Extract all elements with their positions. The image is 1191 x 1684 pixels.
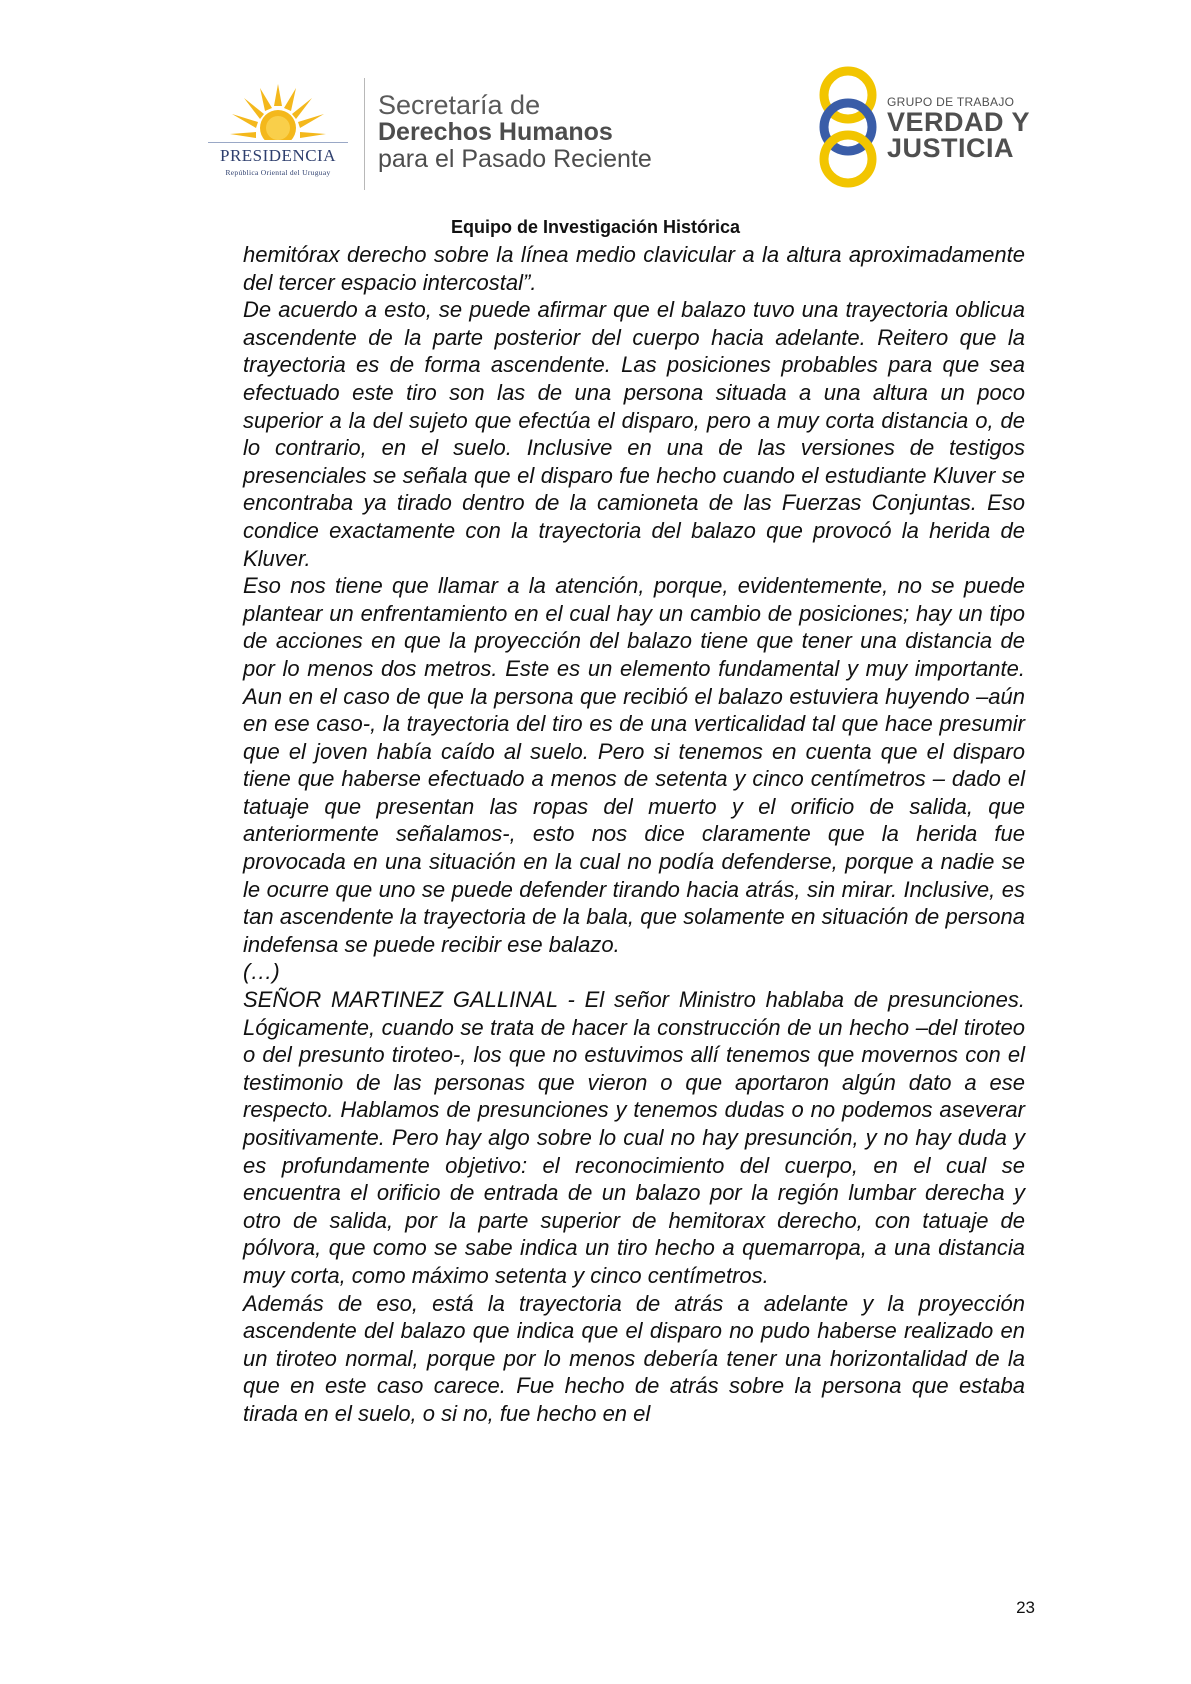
page-number: 23 [1016,1598,1035,1617]
header-divider [364,78,365,190]
presidencia-rule [208,142,348,143]
paragraph: (…) [243,959,280,985]
presidencia-logo [198,80,358,190]
paragraph: Eso nos tiene que llamar a la atención, porque, evidentemente, no se puede plantear un enfrentamiento en el cual hay un cambio de posiciones; hay un tipo de acciones en que la proyección del balazo tiene que tener una distancia de por lo menos dos metros. Este es un elemento fundamental y muy importante. Aun en el caso de que la persona que recibió el balazo estuviera huyendo –aún en ese caso-, la trayectoria del tiro es de una verticalidad tal que hace presumir que el joven había caído al suelo. Pero si tenemos en cuenta que el disparo tiene que haberse efectuado a menos de setenta y cinco centímetros – dado el tatuaje que presentan las ropas del muerto y el orificio de salida, que anteriormente señalamos-, esto nos dice claramente que la herida fue provocada en una situación en la cual no podía defenderse, porque a nadie se le ocurre que uno se puede defender tirando hacia atrás, sin mirar. Inclusive, es tan ascendente la trayectoria de la bala, que solamente en situación de persona indefensa se puede recibir ese balazo. [243,573,1025,957]
verdad-justicia-text [887,95,1030,161]
secretaria-line-3: para el Pasado Reciente [378,145,652,173]
justicia-label: JUSTICIA [887,133,1015,163]
paragraph: Además de eso, está la trayectoria de atrás a adelante y la proyección ascendente del balazo que indica que el disparo no pudo haberse realizado en un tiroteo normal, porque por lo menos debería tener una horizontalidad de la que en este caso carece. Fue hecho de atrás sobre la persona que estaba tirada en el suelo, o si no, fue hecho en el [243,1290,1025,1426]
secretaria-title [378,92,652,173]
page-header [0,0,1191,205]
paragraph: hemitórax derecho sobre la línea medio clavicular a la altura aproximadamente del tercer espacio intercostal”. [243,242,1025,295]
grupo-label: GRUPO DE TRABAJO [887,95,1015,109]
sun-icon [230,84,326,146]
secretaria-line-1: Secretaría de [378,90,541,120]
secretaria-line-2: Derechos Humanos [378,118,613,146]
paragraph: De acuerdo a esto, se puede afirmar que el balazo tuvo una trayectoria oblicua ascendente de la parte posterior del cuerpo hacia adelante. Reitero que la trayectoria es de forma ascendente. Las posiciones probables para que sea efectuado este tiro son las de una persona situada a una altura un poco superior a la del sujeto que efectúa el disparo, pero a muy corta distancia o, de lo contrario, en el suelo. Inclusive en una de las versiones de testigos presenciales se señala que el disparo fue hecho cuando el estudiante Kluver se encontraba ya tirado dentro de la camioneta de las Fuerzas Conjuntas. Eso condice exactamente con la trayectoria del balazo que provocó la herida de Kluver. [243,297,1025,571]
document-body [243,241,1025,1428]
verdad-justicia-logo [815,65,1035,190]
rings-icon [815,65,885,190]
verdad-label: VERDAD Y [887,107,1031,137]
presidencia-subtitle: República Oriental del Uruguay [225,168,331,177]
team-title: Equipo de Investigación Histórica [450,217,741,237]
presidencia-name: PRESIDENCIA [219,146,336,165]
paragraph: SEÑOR MARTINEZ GALLINAL - El señor Ministro hablaba de presunciones. Lógicamente, cuando se trata de hacer la construcción de un hecho –del tiroteo o del presunto tiroteo-, los que no estuvimos allí tenemos que movernos con el testimonio de las personas que vieron o que aportaron algún dato a ese respecto. Hablamos de presunciones y tenemos dudas o no podemos aseverar positivamente. Pero hay algo sobre lo cual no hay presunción, y no hay duda y es profundamente objetivo: el reconocimiento del cuerpo, en el cual se encuentra el orificio de entrada de un balazo por la región lumbar derecha y otro de salida, por la parte superior de hemitorax derecho, con tatuaje de pólvora, que como se sabe indica un tiro hecho a quemarropa, a una distancia muy corta, como máximo setenta y cinco centímetros. [243,987,1025,1288]
